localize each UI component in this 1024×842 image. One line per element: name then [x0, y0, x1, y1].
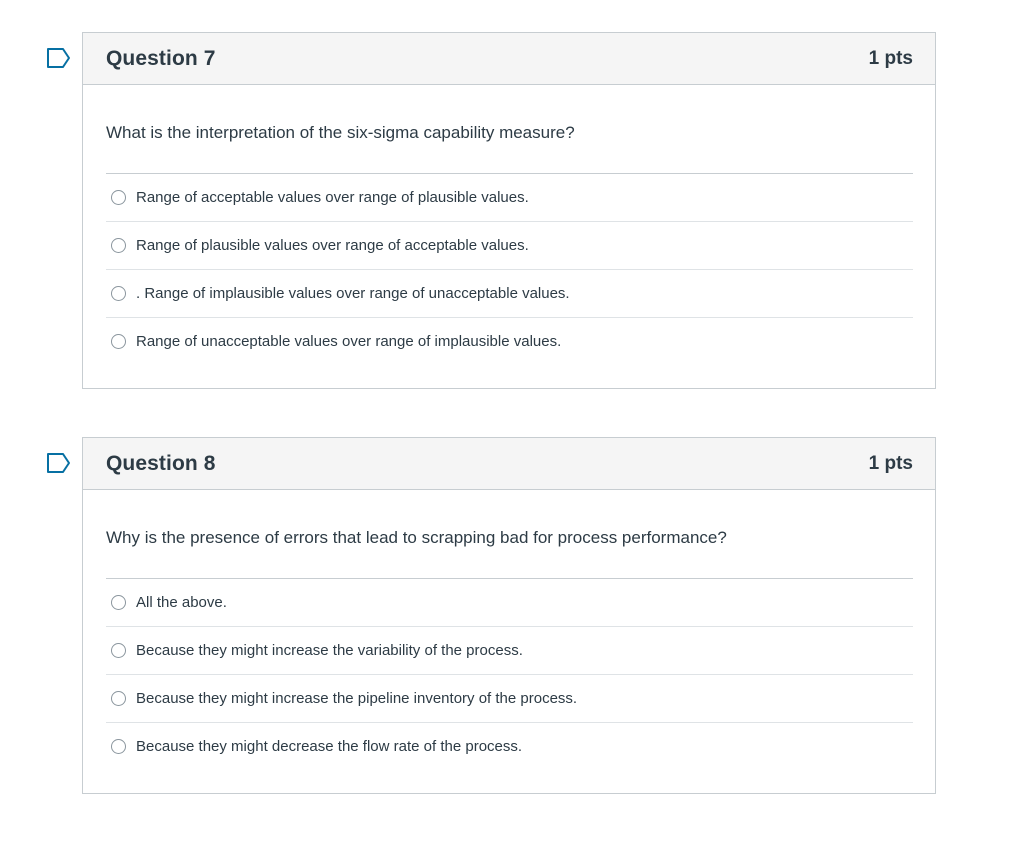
answer-option[interactable] — [106, 675, 913, 723]
radio-unchecked-icon[interactable] — [111, 643, 126, 658]
answer-option[interactable] — [106, 270, 913, 318]
question-body — [83, 85, 935, 365]
radio-unchecked-icon[interactable] — [111, 238, 126, 253]
answer-option[interactable] — [106, 579, 913, 627]
answer-label[interactable]: Range of acceptable values over range of plausible values. — [136, 189, 529, 206]
answer-label[interactable]: Because they might decrease the flow rate of the process. — [136, 738, 523, 755]
answer-label[interactable]: Range of unacceptable values over range of implausible values. — [136, 333, 562, 350]
answer-option[interactable] — [106, 174, 913, 222]
question-title: Question 7 — [106, 46, 216, 70]
answer-label[interactable]: . Range of implausible values over range of unacceptable values. — [136, 285, 570, 302]
radio-unchecked-icon[interactable] — [111, 691, 126, 706]
answer-label[interactable]: Because they might increase the variability of the process. — [136, 642, 523, 659]
answer-option[interactable] — [106, 318, 913, 365]
radio-unchecked-icon[interactable] — [111, 286, 126, 301]
radio-unchecked-icon[interactable] — [111, 595, 126, 610]
question-text: Why is the presence of errors that lead to scrapping bad for process performance? — [106, 490, 913, 579]
question-card — [82, 437, 936, 794]
question-header — [83, 438, 935, 490]
question-card — [82, 32, 936, 389]
question-title: Question 8 — [106, 451, 216, 475]
flag-question-icon[interactable] — [47, 48, 71, 68]
radio-unchecked-icon[interactable] — [111, 334, 126, 349]
radio-unchecked-icon[interactable] — [111, 190, 126, 205]
answer-list — [106, 174, 913, 365]
answer-option[interactable] — [106, 627, 913, 675]
answer-option[interactable] — [106, 723, 913, 770]
question-points: 1 pts — [868, 47, 913, 69]
answer-option[interactable] — [106, 222, 913, 270]
answer-list — [106, 579, 913, 770]
flag-question-icon[interactable] — [47, 453, 71, 473]
question-body — [83, 490, 935, 770]
answer-label[interactable]: All the above. — [136, 594, 227, 611]
radio-unchecked-icon[interactable] — [111, 739, 126, 754]
question-header — [83, 33, 935, 85]
answer-label[interactable]: Because they might increase the pipeline inventory of the process. — [136, 690, 578, 707]
question-points: 1 pts — [868, 452, 913, 474]
answer-label[interactable]: Range of plausible values over range of acceptable values. — [136, 237, 529, 254]
question-text: What is the interpretation of the six-sigma capability measure? — [106, 85, 913, 174]
